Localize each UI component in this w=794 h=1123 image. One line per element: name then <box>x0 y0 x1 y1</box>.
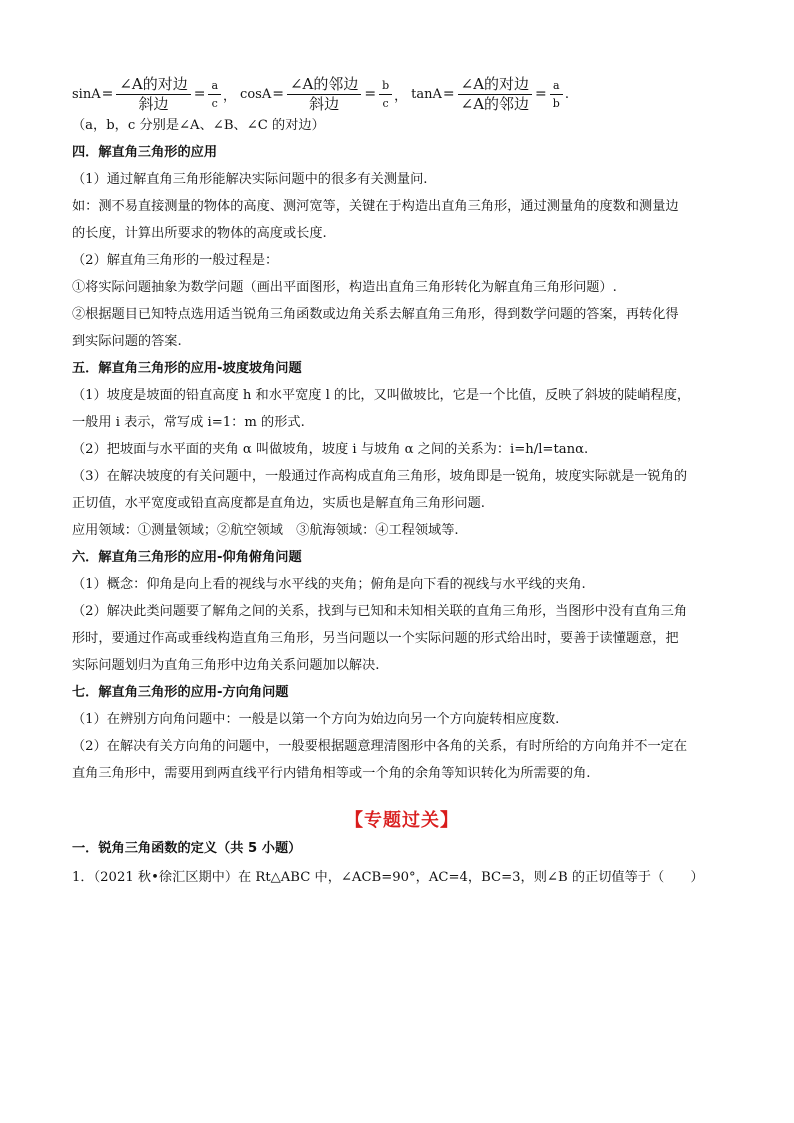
tan-letter-fraction: $\frac{a}{b}$ <box>550 78 563 111</box>
section-6-heading: 六．解直角三角形的应用-仰角俯角问题 <box>72 550 302 565</box>
tan-label: tanA <box>411 86 442 102</box>
sin-letter-fraction: $\frac{a}{c}$ <box>208 78 221 111</box>
section-4-paragraph: 如：测不易直接测量的物体的高度、测河宽等，关键在于构造出直角三角形，通过测量角的度数和测量边 <box>72 199 679 214</box>
question-1: 1．（2021 秋•徐汇区期中）在 Rt△ABC 中，∠ACB=90°，AC=4，BC=3，则∠B 的正切值等于（ ） <box>72 870 704 885</box>
section-4-paragraph: （2）解直角三角形的一般过程是： <box>72 253 279 268</box>
cos-formula: cosA = $\frac{\text{∠A的邻边}}{\text{斜边}}$ = $\frac{b}{c}$ ， <box>240 74 408 113</box>
section-7-heading: 七．解直角三角形的应用-方向角问题 <box>72 685 289 700</box>
section-5-paragraph: （3）在解决坡度的有关问题中，一般通过作高构成直角三角形，坡角即是一锐角，坡度实际就是一锐角的 <box>72 469 688 484</box>
document-page <box>72 72 732 888</box>
section-5-paragraph: （1）坡度是坡面的铅直高度 h 和水平宽度 l 的比，又叫做坡比，它是一个比值，反映了斜坡的陡峭程度， <box>72 388 691 403</box>
section-5-paragraph: （2）把坡面与水平面的夹角 α 叫做坡角，坡度 i 与坡角 α 之间的关系为：i=h/l=tanα. <box>72 442 589 457</box>
tan-word-fraction: $\frac{\text{∠A的对边}}{\text{∠A的邻边}}$ <box>458 76 532 113</box>
section-4-paragraph: ②根据题目已知特点选用适当锐角三角函数或边角关系去解直角三角形，得到数学问题的答案，再转化得 <box>72 307 679 322</box>
section-5-paragraph: 应用领域：①测量领域；②航空领域 ③航海领域：④工程领域等. <box>72 523 459 538</box>
section-7-paragraph: （2）在解决有关方向角的问题中，一般要根据题意理清图形中各角的关系，有时所给的方向角并不一定在 <box>72 739 688 754</box>
cos-letter-fraction: $\frac{b}{c}$ <box>379 78 392 111</box>
section-7-paragraph: 直角三角形中，需要用到两直线平行内错角相等或一个角的余角等知识转化为所需要的角. <box>72 766 591 781</box>
section-5-paragraph: 一般用 i 表示，常写成 i=1：m 的形式. <box>72 415 305 430</box>
section-6-paragraph: （2）解决此类问题要了解角之间的关系，找到与已知和未知相关联的直角三角形，当图形中没有直角三角 <box>72 604 688 619</box>
section-6-paragraph: （1）概念：仰角是向上看的视线与水平线的夹角；俯角是向下看的视线与水平线的夹角. <box>72 577 586 592</box>
section-4-heading: 四．解直角三角形的应用 <box>72 145 218 160</box>
section-6-paragraph: 实际问题划归为直角三角形中边角关系问题加以解决. <box>72 658 380 673</box>
section-4-paragraph: （1）通过解直角三角形能解决实际问题中的很多有关测量问. <box>72 172 428 187</box>
section-7-paragraph: （1）在辨别方向角问题中：一般是以第一个方向为始边向另一个方向旋转相应度数. <box>72 712 560 727</box>
sin-formula: sinA = $\frac{\text{∠A的对边}}{\text{斜边}}$ = $\frac{a}{c}$ ， <box>72 74 237 113</box>
part-1-heading: 一．锐角三角函数的定义（共 5 小题） <box>72 841 302 856</box>
section-6-paragraph: 形时，要通过作高或垂线构造直角三角形，另当问题以一个实际问题的形式给出时，要善于读懂题意，把 <box>72 631 679 646</box>
section-4-paragraph: ①将实际问题抽象为数学问题（画出平面图形，构造出直角三角形转化为解直角三角形问题）. <box>72 280 617 295</box>
cos-word-fraction: $\frac{\text{∠A的邻边}}{\text{斜边}}$ <box>287 76 361 113</box>
section-4-paragraph: 到实际问题的答案. <box>72 334 182 349</box>
section-5-paragraph: 正切值，水平宽度或铅直高度都是直角边，实质也是解直角三角形问题. <box>72 496 486 511</box>
topic-banner: 【专题过关】 <box>345 810 459 831</box>
sin-label: sinA <box>72 86 101 102</box>
sides-note: （a，b，c 分别是∠A、∠B、∠C 的对边） <box>72 118 325 133</box>
sin-word-fraction: $\frac{\text{∠A的对边}}{\text{斜边}}$ <box>116 76 190 113</box>
section-4-paragraph: 的长度，计算出所要求的物体的高度或长度. <box>72 226 327 241</box>
section-5-heading: 五．解直角三角形的应用-坡度坡角问题 <box>72 361 302 376</box>
cos-label: cosA <box>240 86 272 102</box>
trig-definitions <box>72 72 732 116</box>
tan-formula: tanA = $\frac{\text{∠A的对边}}{\text{∠A的邻边}}$ = $\frac{a}{b}$ . <box>411 74 569 113</box>
